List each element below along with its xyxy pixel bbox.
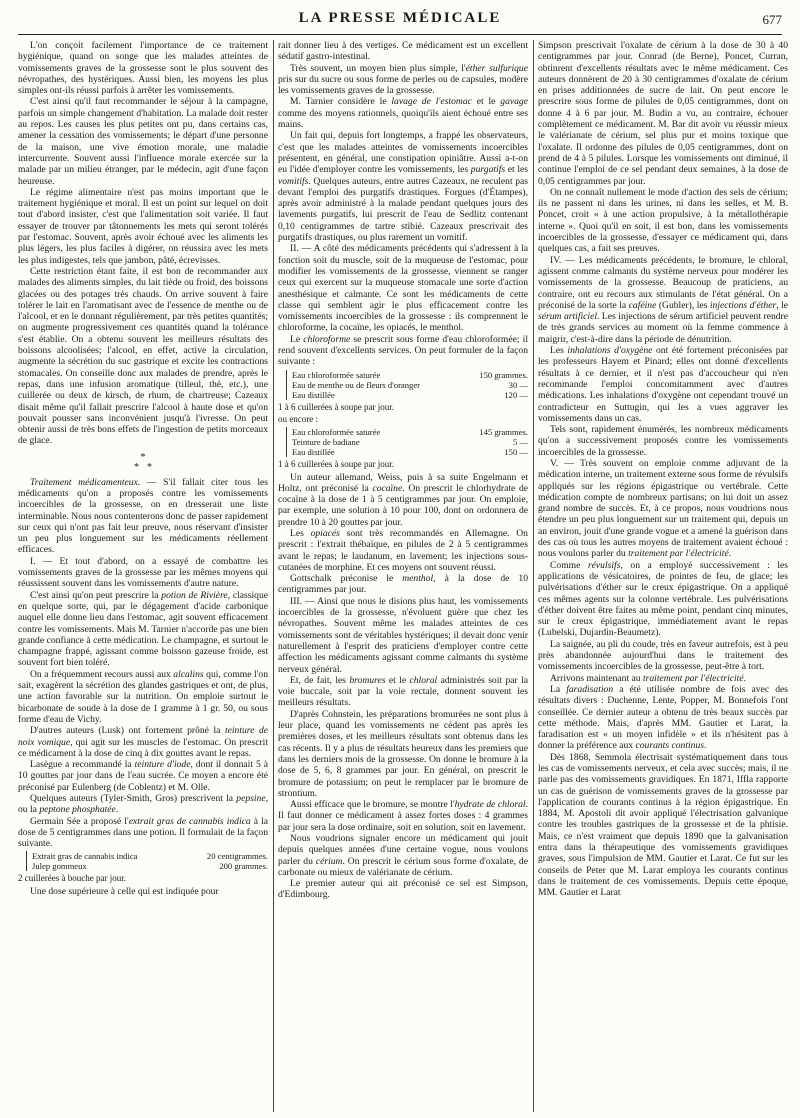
formula-item: Eau distillée 120 — xyxy=(292,389,528,400)
paragraph: Un fait qui, depuis fort longtemps, a frappé les observateurs, c'est que les malades atteintes de vomissements incoercibles présentent, en général, une constipation opiniâtre. Aussi a-t-on eu l'idée d'employer contre les vomissements, les purgatifs et les vomitifs. Quelques auteurs, entre autres Cazeaux, ne reculent pas devant l'emploi des purgatifs drastiques. Forgues (d'Étampes), après avoir administré à la malade pendant quelques jours des lavements purgatifs, lui prescrit de l'eau de Sedlitz contenant 0,10 centigrammes de tartre stibié. Cazeaux prescrivait des purgatifs drastiques, ou plus rarement un vomitif. xyxy=(278,130,528,244)
page-number: 677 xyxy=(762,12,782,27)
paragraph: La saignée, au pli du coude, très en faveur autrefois, est à peu près abandonnée aujourd'hui dans le traitement des vomissements incoercibles de la grossesse, peut-être à tort. xyxy=(538,638,788,673)
formula-connector: ou encore : xyxy=(278,413,318,424)
formula-item: Julep gommeux 200 grammes. xyxy=(32,861,268,872)
paragraph: Une dose supérieure à celle qui est indiquée pour xyxy=(30,885,219,897)
paragraph: C'est ainsi qu'on peut prescrire la potion de Rivière, classique en quelque sorte, qui, par le dégagement d'acide carbonique auquel elle donne lieu dans l'estomac, agit souvent efficacement contre les vomissements. Mais M. Tarnier n'accorde pas une bien grande confiance à cette médication. Le champagne, et surtout le champagne frappé, agissant comme boisson gazeuse froide, est souvent fort bien toléré. xyxy=(18,589,268,669)
paragraph: Les inhalations d'oxygène ont été fortement préconisées par les professeurs Hayem et Pinard; elles ont donné d'excellents résultats à ce dernier, et il n'est pas d'accoucheur qui n'en recommande l'emploi concomitamment avec d'autres médications. Les inhalations d'oxygène ont cependant trouvé un contradicteur en Suttugin, qui les a vues aggraver les vomissements dans un cas. xyxy=(538,345,788,424)
prescription-formula xyxy=(286,370,528,400)
paragraph: Le régime alimentaire n'est pas moins important que le traitement hygiénique et moral. Il est un point sur lequel on doit tout d'abord insister, c'est que l'alimentation soit variée. Il faut essayer de trouver par tâtonnements les mets qui seront tolérés par l'estomac. Souvent, après avoir échoué avec les aliments les plus légers, les plus faciles à digérer, on réussira avec les mets les plus indigestes, tels que jambon, pâté, écrevisses. xyxy=(18,186,268,266)
formula-item: Eau chloroformée saturée 150 grammes. xyxy=(292,369,528,380)
paragraph: I. — Et tout d'abord, on a essayé de combattre les vomissements graves de la grossesse par les mêmes moyens qui réussissent souvent dans les vomissements d'autre nature. xyxy=(18,555,268,590)
paragraph: Les opiacés sont très recommandés en Allemagne. On prescrit : l'extrait thébaïque, en pilules de 2 à 5 centigrammes avant le repas; le laudanum, en lavement; les injections sous-cutanées de morphine. Et ces moyens ont souvent réussi. xyxy=(278,527,528,573)
paragraph: Très souvent, un moyen bien plus simple, l'éther sulfurique pris sur du sucre ou sous forme de perles ou de capsules, modère les vomissements graves de la grossesse. xyxy=(278,62,528,97)
paragraph: L'on conçoit facilement l'importance de ce traitement hygiénique, quand on songe que les malades atteintes de vomissements graves de la grossesse sont le plus souvent des névropathes, des hystériques. Aussi bien, les moyens les plus simples ont-ils réussi parfois à arrêter les vomissements. xyxy=(18,40,268,97)
paragraph: II. — A côté des médicaments précédents qui s'adressent à la fonction soit du muscle, soit de la muqueuse de l'estomac, pour modifier les vomissements de la grossesse, viennent se ranger ceux qui exercent sur la muqueuse stomacale une sorte d'action anesthésique et calmante. Ce sont les médicaments de cette classe qui semblent agir le plus efficacement contre les vomissements incoercibles de la grossesse : ils comprennent le chloroforme, la cocaïne, les opiacés, le menthol. xyxy=(278,243,528,334)
formula-note: 2 cuillerées à bouche par jour. xyxy=(18,873,126,884)
paragraph: Tels sont, rapidement énumérés, les nombreux médicaments qu'on a successivement proposés contre les vomissements incoercibles de la grossesse. xyxy=(538,424,788,458)
article-columns xyxy=(18,40,788,1112)
paragraph: On a fréquemment recours aussi aux alcalins qui, comme l'on sait, exagèrent la sécrétion des glandes gastriques et ont, de plus, une action favorable sur la nutrition. On emploie surtout le bicarbonate de soude à la dose de 1 gramme à 1 gr. 50, ou sous forme d'eau de Vichy. xyxy=(18,668,268,725)
separator-star: * xyxy=(147,461,152,473)
column-rule xyxy=(273,40,274,1112)
paragraph: D'après Cohnstein, les préparations bromurées ne sont plus à leur place, quand les vomissements ne cèdent pas après les premières doses, et les meilleurs résultats sont obtenus dans les cas récents. Il y a plus de résultats heureux dans les premiers que dans les derniers mois de la grossesse. On donne le bromure à la dose de 5, 6, 8 grammes par jour. En général, on prescrit le bromure de potassium; on peut le remplacer par le bromure de strontium. xyxy=(278,708,528,799)
section-separator xyxy=(18,453,268,473)
paragraph: La faradisation a été utilisée nombre de fois avec des résultats divers : Duchenne, Lente, Popper, M. Bonnefois l'ont conseillée. Ce dernier auteur a obtenu de très beaux succès par cette méthode. Mais, d'après MM. Gautier et Larat, la faradisation est « un moyen infidèle » et ils n'hésitent pas à donner la préférence aux courants continus. xyxy=(538,683,788,752)
paragraph: D'autres auteurs (Lusk) ont fortement prôné la teinture de noix vomique, qui agit sur les muscles de l'estomac. On prescrit ce médicament à la dose de cinq à dix gouttes avant le repas. xyxy=(18,725,268,759)
paragraph: Un auteur allemand, Weiss, puis à sa suite Engelmann et Holtz, ont préconisé la cocaïne. On prescrit le chlorhydrate de cocaïne à la dose de 1 à 5 centigrammes par jour. On emploie, par exemple, une solution à 10 pour 100, dont on ordonnera de prendre 10 à 20 gouttes par jour. xyxy=(278,471,528,528)
paragraph: Et, de fait, les bromures et le chloral administrés soit par la voie buccale, soit par la voie rectale, donnent souvent les meilleurs résultats. xyxy=(278,674,528,709)
formula-note: 1 à 6 cuillerées à soupe par jour. xyxy=(278,401,394,412)
formula-item: Teinture de badiane 5 — xyxy=(292,437,528,448)
paragraph: Quelques auteurs (Tyler-Smith, Gros) prescrivent la pepsine, ou la peptone phosphatée. xyxy=(18,793,268,816)
paragraph: V. — Très souvent on emploie comme adjuvant de la médication interne, un traitement externe sous forme de révulsifs appliqués sur les régions épigastrique ou vertébrale. Cette médication compte de nombreux partisans; on lui doit un assez grand nombre de succès. Et, à ce propos, nous voudrions nous étendre un peu plus longuement sur un traitement qui, depuis un an environ, jouit d'une grande vogue et a amené la guérison dans des cas où tous les autres moyens de traitement avaient échoué : nous voulons parler du traitement par l'électricité. xyxy=(538,457,788,560)
paragraph: Cette restriction étant faite, il est bon de recommander aux malades des aliments simples, du lait tiède ou froid, des boissons glacées ou des potages très chauds. On arrive souvent à faire tolérer le lait en l'aromatisant avec de l'essence de menthe ou de l'alcool, et en le donnant régulièrement, par très petites quantités; on augmente progressivement ces quantités quand la tolérance s'est établie. On a obtenu souvent les meilleurs résultats des boissons alcoolisées; l'alcool, en effet, active la circulation, augmente la sécrétion du suc gastrique et excite les contractions stomacales. On conseille donc aux malades de prendre, après le repas, dans une infusion aromatique (tilleul, thé, etc.), une cuillerée ou deux de kirsch, de rhum, de chartreuse; Cazeaux disait même qu'il fallait prescrire l'alcool à haute dose et qu'on pouvait pousser sans inconvénient jusqu'à l'ivresse. On peut obtenir aussi de très bons effets de l'ingestion de petits morceaux de glace. xyxy=(18,265,268,447)
paragraph: III. — Ainsi que nous le disions plus haut, les vomissements incoercibles de la grossesse, n'évoluent guère que chez les névropathes. Souvent même les malades atteintes de ces vomissements sont de véritables hystériques; il devait donc venir naturellement à l'esprit des praticiens d'employer contre cette affection les médicaments agissant comme calmants du système nerveux général. xyxy=(278,595,528,675)
paragraph: Germain Sée a proposé l'extrait gras de cannabis indica à la dose de 5 centigrammes dans une potion. Il formulait de la façon suivante. xyxy=(18,815,268,850)
running-head: LA PRESSE MÉDICALE xyxy=(298,10,502,26)
formula-item: Eau chloroformée saturée 145 grammes. xyxy=(292,427,528,438)
paragraph: Simpson prescrivait l'oxalate de cérium à la dose de 30 à 40 centigrammes par jour. Conrad (de Berne), Poncet, Curran, obtinrent d'excellents résultats avec le même médicament. Ces auteurs donnèrent de 20 à 30 centigrammes d'oxalate de cérium en prises additionnées de sucre de lait. On peut encore le prescrire sous forme de pilules de 0,05 centigrammes, dont on donne 4 à 6 par jour. M. Budin a vu, au contraire, échouer complètement ce médicament. M. Bar dit avoir vu réussir mieux le valérianate de cérium, sel plus pur et moins toxique que l'oxalate. Il ordonne des pilules de 0,05 centigrammes, dont on prend de 4 à 5 pilules. Lorsque les vomissements ont diminué, il continue l'emploi de ce sel pendant deux semaines, à la dose de 0,05 centigrammes par jour. xyxy=(538,40,788,187)
paragraph: Nous voudrions signaler encore un médicament qui jouit depuis quelques années d'une certaine vogue, nous voulons parler du cérium. On prescrit le cérium sous forme d'oxalate, de carbonate ou mieux de valérianate de cérium. xyxy=(278,833,528,878)
paragraph: Aussi efficace que le bromure, se montre l'hydrate de chloral. Il faut donner ce médicament à assez fortes doses : 4 grammes par jour sera la dose ordinaire, soit en solution, soit en lavement. xyxy=(278,799,528,833)
paragraph: Lasègue a recommandé la teinture d'iode, dont il donnait 5 à 10 gouttes par jour dans de l'eau sucrée. Ce moyen a encore été préconisé par Eulenberg (de Coblentz) et M. Olle. xyxy=(18,759,268,793)
paragraph: C'est ainsi qu'il faut recommander le séjour à la campagne, parfois un simple changement d'habitation. La malade doit rester au repos. Les causes les plus petites ont pu, dans certains cas, amener la cessation des vomissements; le départ d'une personne de la maison, une vive émotion morale, une maladie intercurrente. Souvent aussi l'influence morale exercée sur la malade par un milieu étranger, par le médecin, agit d'une façon heureuse. xyxy=(18,96,268,187)
column-left xyxy=(18,40,268,1112)
formula-item: Eau de menthe ou de fleurs d'oranger 30 — xyxy=(292,379,528,390)
prescription-formula xyxy=(26,851,268,871)
paragraph: On ne connaît nullement le mode d'action des sels de cérium; ils ne passent ni dans les urines, ni dans les selles, et M. B. Poncet, croit « à une action propulsive, à la métallothérapie interne ». Quoi qu'il en soit, il est bon, dans les vomissements incoercibles de la grossesse, d'essayer ce médicament qui, dans quelques cas, a fait ses preuves. xyxy=(538,186,788,255)
formula-item: Extrait gras de cannabis indica 20 centigrammes. xyxy=(32,851,268,862)
formula-note: 1 à 6 cuillerées à soupe par jour. xyxy=(278,459,394,470)
paragraph: Comme révulsifs, on a employé successivement : les applications de vésicatoires, de pointes de feu, de glace; les pulvérisations d'éther sur le creux épigastrique. On a appliqué ces mêmes agents sur la colonne vertébrale. Les pulvérisations d'éther doivent être faites au même point, pendant cinq minutes, sur le creux épigastrique, immédiatement avant le repas (Lubelski, Dujardin-Beaumetz). xyxy=(538,559,788,639)
paragraph: Traitement médicamenteux. — S'il fallait citer tous les médicaments qu'on a proposés contre les vomissements incoercibles de la grossesse, on en dresserait une liste interminable. Nous nous contenterons donc de passer rapidement sur ceux qui n'ont pas fait leur preuve, nous réservant d'insister un peu plus longuement sur les médicaments réellement efficaces. xyxy=(18,476,268,556)
paragraph: IV. — Les médicaments précédents, le bromure, le chloral, agissent comme calmants du système nerveux pour modérer les vomissements de la grossesse. Beaucoup de praticiens, au contraire, ont eu recours aux stimulants de l'état général. On a préconisé de la sorte la caféine (Gubler), les injections d'éther, le sérum artificiel. Les injections de sérum artificiel peuvent rendre de très grands services au moment où la femme commence à maigrir, c'est-à-dire dans la période de dénutrition. xyxy=(538,254,788,345)
separator-star: * xyxy=(134,461,139,473)
paragraph: M. Tarnier considère le lavage de l'estomac et le gavage comme des moyens rationnels, quoiqu'ils aient échoué entre ses mains. xyxy=(278,96,528,131)
separator-star: * xyxy=(140,451,146,463)
paragraph: rait donner lieu à des vertiges. Ce médicament est un excellent sédatif gastro-intestinal. xyxy=(278,40,528,63)
page-header xyxy=(18,6,782,35)
formula-item: Eau distillée 150 — xyxy=(292,447,528,458)
section-heading: Traitement médicamenteux. xyxy=(30,476,141,488)
paragraph: Arrivons maintenant au traitement par l'électricité. xyxy=(550,672,747,684)
paragraph: Gottschalk préconise le menthol, à la dose de 10 centigrammes par jour. xyxy=(278,573,528,596)
paragraph: Le chloroforme se prescrit sous forme d'eau chloroformée; il rend souvent d'excellents services. On peut formuler de la façon suivante : xyxy=(278,333,528,368)
paragraph: Le premier auteur qui ait préconisé ce sel est Simpson, d'Edimbourg. xyxy=(278,878,528,901)
paragraph: Dès 1868, Semmola électrisait systématiquement dans tous les cas de vomissements nerveux, et cela avec succès; mais, il ne parle pas des vomissements gravidiques. En 1871, Iffla rapporte un cas de guérison de vomissements graves de la grossesse par l'application de courants continus à la région épigastrique. En 1884, M. Apostoli dit avoir appliqué l'électrisation galvanique contre les troubles gastriques de la grossesse et de la phtisie. Mais, ce n'est vraiment que depuis 1890 que la galvanisation entra dans la thérapeutique des vomissements gravidiques graves, sous l'impulsion de MM. Gautier et Larat. Ce fut sur les conseils de Peter que M. Larat employa les courants continus dans le traitement de ces vomissements. Depuis cette époque, MM. Gautier et Larat xyxy=(538,751,788,899)
prescription-formula xyxy=(286,427,528,457)
column-rule xyxy=(533,40,534,1112)
column-middle xyxy=(278,40,528,1112)
column-right xyxy=(538,40,788,1112)
